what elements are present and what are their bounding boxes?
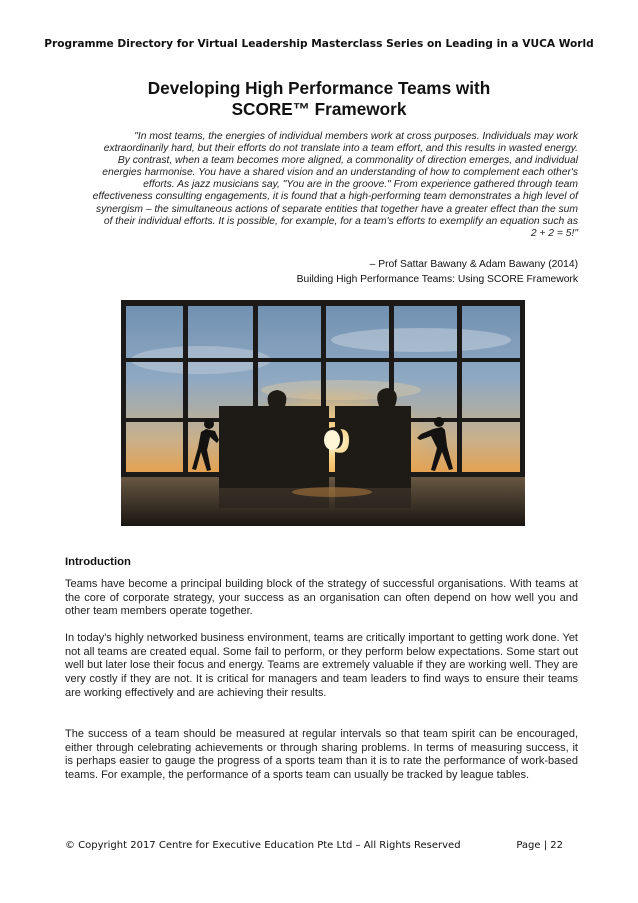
quote-line: 2 + 2 = 5!" [530,227,578,239]
quote-block [64,131,578,240]
page-title [0,78,638,120]
quote-line: effectiveness consulting engagements, it is found that a high-performing team demonstrates a high level of [92,191,578,203]
quote-line: By contrast, when a team becomes more aligned, a commonality of direction emerges, and individual [117,155,578,167]
quote-line: energies harmonise. You have a shared vision and an understanding of how to complement each other's [102,167,578,179]
quote-line: efforts. As jazz musicians say, "You are in the groove." From experience gathered through team [143,179,578,191]
page-footer [65,840,563,851]
page-header: Programme Directory for Virtual Leadership Masterclass Series on Leading in a VUCA World [44,38,594,50]
teamwork-puzzle-photo [121,300,525,526]
quote-line: synergism – the simultaneous actions of separate entities that together have a greater effect than the sum [96,203,578,215]
quote-line: extraordinarily hard, but their efforts do not translate into a team effort, and this results in wasted energy. [103,143,578,155]
title-line-1: Developing High Performance Teams with [147,78,491,98]
attribution-work: Building High Performance Teams: Using SCORE Framework [296,274,578,285]
title-line-2: SCORE™ Framework [231,99,407,119]
attribution-authors: – Prof Sattar Bawany & Adam Bawany (2014) [369,259,578,270]
introduction-paragraph: Teams have become a principal building block of the strategy of successful organisations. With teams at the core of corporate strategy, your success as an organisation can often depend on how well you and other team members operate together. [65,578,578,618]
introduction-heading: Introduction [65,556,131,568]
introduction-paragraph: The success of a team should be measured at regular intervals so that team spirit can be encouraged, either through celebrating achievements or through sharing problems. In terms of measuring success, it is perhaps easier to gauge the progress of a sports team than it is to rate the performance of work-based teams. For example, the performance of a sports team can usually be tracked by league tables. [65,728,578,782]
quote-line: of their individual efforts. It is possible, for example, for a team's efforts to exemplify an equation such as [103,215,578,227]
introduction-paragraph: In today's highly networked business environment, teams are critically important to getting work done. Yet not all teams are created equal. Some fail to perform, or they perform below expectations. Some start out well but later lose their focus and energy. Teams are extremely valuable if they are working well. They are very costly if they are not. It is critical for managers and team leaders to find ways to ensure their teams are working effectively and are achieving their results. [65,632,578,699]
quote-line: "In most teams, the energies of individual members work at cross purposes. Individuals may work [134,131,578,142]
page-number: Page | 22 [516,840,563,851]
copyright-text: © Copyright 2017 Centre for Executive Education Pte Ltd – All Rights Reserved [65,840,461,851]
quote-attribution [200,257,578,287]
